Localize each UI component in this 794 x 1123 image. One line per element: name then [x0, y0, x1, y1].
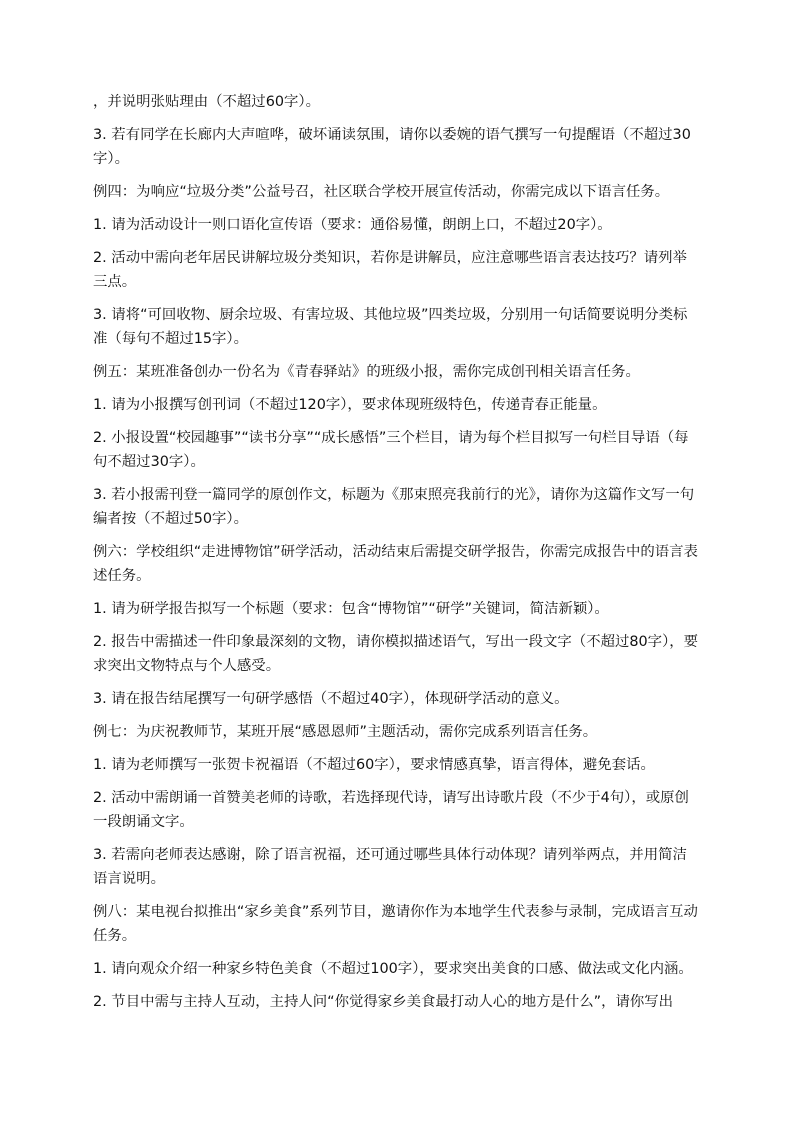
question-ex6-item3: 3. 请在报告结尾撰写一句研学感悟（不超过40字），体现研学活动的意义。: [93, 691, 569, 707]
question-ex7-item2: 2. 活动中需朗诵一首赞美老师的诗歌，若选择现代诗，请写出诗歌片段（不少于4句），或原创一段朗诵文字。: [93, 790, 689, 830]
question-ex7-item1: 1. 请为老师撰写一张贺卡祝福语（不超过60字），要求情感真挚，语言得体，避免套话。: [93, 757, 655, 773]
example-5-heading: 例五：某班准备创办一份名为《青春驿站》的班级小报，需你完成创刊相关语言任务。: [93, 364, 640, 380]
question-ex5-item1: 1. 请为小报撰写创刊词（不超过120字），要求体现班级特色，传递青春正能量。: [93, 397, 607, 413]
question-ex4-item3: 3. 请将“可回收物、厨余垃圾、有害垃圾、其他垃圾”四类垃圾，分别用一句话简要说明分类标准（每句不超过15字）。: [93, 307, 688, 347]
question-ex3-item3: 3. 若有同学在长廊内大声喧哗，破坏诵读氛围，请你以委婉的语气撰写一句提醒语（不超过30字）。: [93, 127, 691, 167]
question-ex7-item3: 3. 若需向老师表达感谢，除了语言祝福，还可通过哪些具体行动体现？请列举两点，并用简洁语言说明。: [93, 847, 687, 887]
example-8-heading: 例八：某电视台拟推出“家乡美食”系列节目，邀请你作为本地学生代表参与录制，完成语言互动任务。: [93, 904, 698, 944]
question-ex8-item1: 1. 请向观众介绍一种家乡特色美食（不超过100字），要求突出美食的口感、做法或文化内涵。: [93, 961, 693, 977]
question-ex5-item3: 3. 若小报需刊登一篇同学的原创作文，标题为《那束照亮我前行的光》，请你为这篇作文写一句编者按（不超过50字）。: [93, 487, 695, 527]
example-7-heading: 例七：为庆祝教师节，某班开展“感恩恩师”主题活动，需你完成系列语言任务。: [93, 724, 598, 740]
question-ex4-item2: 2. 活动中需向老年居民讲解垃圾分类知识，若你是讲解员，应注意哪些语言表达技巧？请列举三点。: [93, 250, 687, 290]
paragraph-continuation: ，并说明张贴理由（不超过60字）。: [93, 94, 320, 110]
question-ex8-item2: 2. 节目中需与主持人互动，主持人问“你觉得家乡美食最打动人心的地方是什么”，请你写出: [93, 994, 674, 1010]
example-4-heading: 例四：为响应“垃圾分类”公益号召，社区联合学校开展宣传活动，你需完成以下语言任务。: [93, 184, 670, 200]
question-ex6-item1: 1. 请为研学报告拟写一个标题（要求：包含“博物馆”“研学”关键词，简洁新颖）。: [93, 601, 609, 617]
example-6-heading: 例六：学校组织“走进博物馆”研学活动，活动结束后需提交研学报告，你需完成报告中的语言表述任务。: [93, 544, 698, 584]
question-ex5-item2: 2. 小报设置“校园趣事”“读书分享”“成长感悟”三个栏目，请为每个栏目拟写一句栏目导语（每句不超过30字）。: [93, 430, 689, 470]
question-ex4-item1: 1. 请为活动设计一则口语化宣传语（要求：通俗易懂，朗朗上口，不超过20字）。: [93, 217, 612, 233]
document-body: [93, 90, 701, 1023]
question-ex6-item2: 2. 报告中需描述一件印象最深刻的文物，请你模拟描述语气，写出一段文字（不超过80字），要求突出文物特点与个人感受。: [93, 634, 699, 674]
